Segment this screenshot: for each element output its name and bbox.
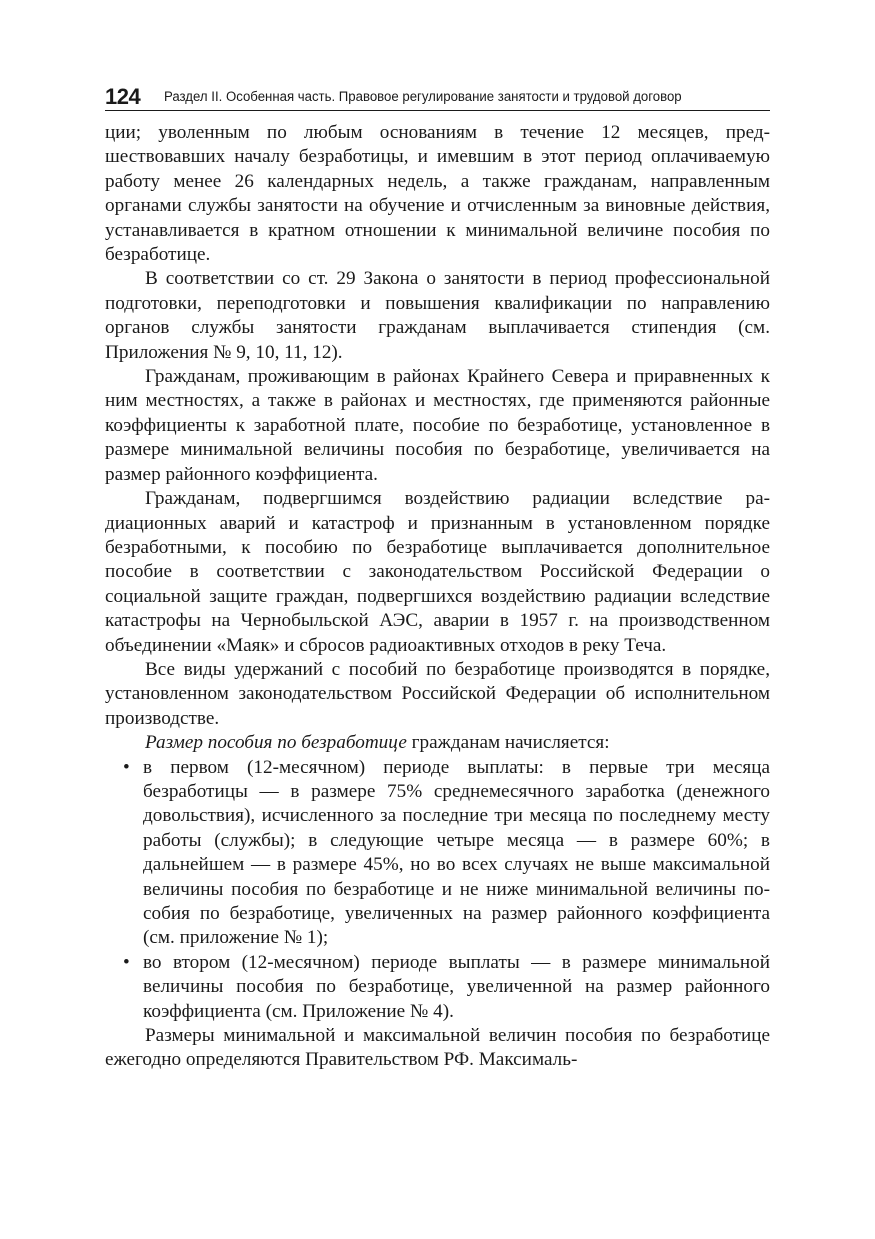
bullet-icon: • (123, 951, 130, 973)
bullet-icon: • (123, 756, 130, 778)
paragraph-benefit-size-lead (105, 731, 770, 755)
book-page (105, 78, 770, 1073)
paragraph-north-regions: Гражданам, проживающим в районах Крайнего Севера и приравненных к ним местностях, а также в районах и местностях, где применяются районные коэффициенты к заработной плате, пособие по безработице, установленное в размере минимальной величины пособия по безработице, увеличивается на размер районного коэффициента. (105, 366, 770, 485)
paragraph-radiation: Гражданам, подвергшимся воздействию радиации вследствие радиационных аварий и катастроф и признанным в установленном порядке безработными, к пособию по безработице выплачивается дополнительное пособие в соответствии с законодательством Российской Федерации о социальной защите граждан, подвергшихся воздействию радиации вследствие катастрофы на Чернобыльской АЭС, аварии в 1957 г. на производственном объединении «Маяк» и сбросов радиоактивных отходов в реку Теча. (105, 488, 770, 656)
benefit-size-lead-rest: гражданам начисляется: (406, 732, 610, 754)
page-number: 124 (105, 84, 141, 109)
running-header (105, 78, 770, 111)
section-title: Раздел II. Особенная часть. Правовое регулирование занятости и трудовой договор (164, 89, 682, 105)
list-item-text: в первом (12-месячном) периоде выплаты: в первые три месяца безработицы — в размере 75% среднемесячного заработка (денежного довольствия), исчисленного за последние три месяца по последнему месту работы (службы); в следующие четыре месяца — в размере 60%; в дальнейшем — в размере 45%, но во всех случаях не выше максимальной величины пособия по безработице и не ниже минимальной величины пособия по безработице, увеличенных на размер районного коэффициента (см. приложение № 1); (143, 756, 770, 949)
list-item (123, 951, 770, 1024)
paragraph-closing: Размеры минимальной и максимальной величин пособия по безработице ежегодно определяются Правительством РФ. Максималь- (105, 1025, 770, 1071)
paragraph-stipend: В соответствии со ст. 29 Закона о занятости в период профессиональной подготовки, переподготовки и повышения квалификации по направлению органов службы занятости гражданам выплачивается стипендия (см. Приложения № 9, 10, 11, 12). (105, 268, 770, 363)
list-item (123, 756, 770, 951)
paragraph-continuation: ции; уволенным по любым основаниям в течение 12 месяцев, предшествовавших началу безработицы, и имевшим в этот период оплачиваемую работу менее 26 календарных недель, а также гражданам, направленным органами службы занятости на обучение и отчисленным за виновные действия, устанавливается в кратном отношении к минимальной величине пособия по безработице. (105, 122, 770, 266)
benefit-size-term: Размер пособия по безработице (145, 732, 407, 754)
paragraph-deductions: Все виды удержаний с пособий по безработице производятся в порядке, установленном законодательством Российской Федерации об исполнительном производстве. (105, 658, 770, 729)
benefit-size-list (105, 756, 770, 1024)
body-text (105, 121, 770, 1073)
list-item-text: во втором (12-месячном) периоде выплаты — в размере минимальной величины пособия по безработице, увеличенной на размер районного коэффициента (см. Приложение № 4). (143, 951, 770, 1022)
